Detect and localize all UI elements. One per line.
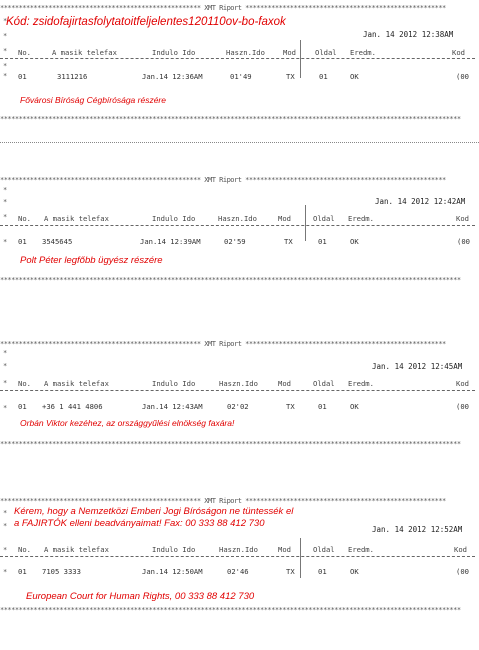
col-result: Eredm. [348, 379, 374, 388]
header-rule [0, 225, 475, 226]
col-number: A masik telefax [44, 545, 109, 554]
row-pages: 01 [318, 237, 327, 246]
star-banner: ****************************************************** XMT Riport ****************************************************** [0, 340, 446, 348]
col-mode: Mod [278, 214, 291, 223]
report-date: Jan. 14 2012 12:45AM [372, 362, 463, 371]
col-no: No. [18, 214, 31, 223]
col-mode: Mod [278, 545, 291, 554]
row-code: (00 [457, 237, 470, 246]
col-result: Eredm. [348, 545, 374, 554]
row-pages: 01 [319, 72, 328, 81]
col-no: No. [18, 545, 31, 554]
row-no: 01 [18, 72, 27, 81]
row-code: (00 [456, 72, 469, 81]
row-code: (00 [456, 567, 469, 576]
col-number: A masik telefax [52, 48, 117, 57]
col-no: No. [18, 379, 31, 388]
col-code: Kod [452, 48, 465, 57]
star-footer: **************************************************************************************************************************** [0, 276, 461, 284]
row-no: 01 [18, 402, 27, 411]
col-start: Indulo Ido [152, 545, 196, 554]
star-footer: **************************************************************************************************************************** [0, 115, 461, 123]
star-banner: ****************************************************** XMT Riport ****************************************************** [0, 4, 446, 12]
col-number: A masik telefax [44, 379, 109, 388]
row-usage: 01'49 [230, 72, 252, 81]
row-result: OK [350, 72, 359, 81]
row-no: 01 [18, 237, 27, 246]
row-number: +36 1 441 4806 [42, 402, 103, 411]
col-pages: Oldal [315, 48, 337, 57]
star-banner: ****************************************************** XMT Riport ****************************************************** [0, 497, 446, 505]
row-pages: 01 [318, 402, 327, 411]
col-result: Eredm. [350, 48, 376, 57]
col-pages: Oldal [313, 545, 335, 554]
row-result: OK [350, 567, 359, 576]
report-date: Jan. 14 2012 12:42AM [375, 197, 466, 206]
row-start: Jan.14 12:39AM [140, 237, 201, 246]
col-start: Indulo Ido [152, 214, 196, 223]
col-usage: Haszn.Ido [219, 379, 258, 388]
star-banner: ****************************************************** XMT Riport ****************************************************** [0, 176, 446, 184]
handwritten-note: Fővárosi Bíróság Cégbírósága részére [20, 95, 166, 105]
header-rule [0, 556, 475, 557]
row-result: OK [350, 402, 359, 411]
row-usage: 02'59 [224, 237, 246, 246]
page-separator [0, 142, 479, 143]
handwritten-note-line1: Kérem, hogy a Nemzetközi Emberi Jogi Bíróságon ne tüntessék el [14, 506, 294, 517]
row-number: 3545645 [42, 237, 73, 246]
row-no: 01 [18, 567, 27, 576]
row-mode: TX [286, 72, 295, 81]
col-mode: Mod [283, 48, 296, 57]
header-rule [0, 390, 475, 391]
col-usage: Haszn.Ido [219, 545, 258, 554]
report-date: Jan. 14 2012 12:52AM [372, 525, 463, 534]
row-number: 7105 3333 [42, 567, 81, 576]
col-pages: Oldal [313, 214, 335, 223]
star-footer: **************************************************************************************************************************** [0, 440, 461, 448]
handwritten-note: Polt Péter legfőbb ügyész részére [20, 255, 163, 266]
row-code: (00 [456, 402, 469, 411]
row-mode: TX [284, 237, 293, 246]
col-code: Kod [454, 545, 467, 554]
col-usage: Haszn.Ido [226, 48, 265, 57]
row-start: Jan.14 12:50AM [142, 567, 203, 576]
col-start: Indulo Ido [152, 48, 196, 57]
header-rule [0, 58, 475, 59]
handwritten-note-line3: European Court for Human Rights, 00 333 88 412 730 [26, 591, 255, 602]
report-date: Jan. 14 2012 12:38AM [363, 30, 454, 39]
col-code: Kod [456, 214, 469, 223]
col-code: Kod [456, 379, 469, 388]
row-number: 3111216 [57, 72, 88, 81]
col-result: Eredm. [348, 214, 374, 223]
row-mode: TX [286, 567, 295, 576]
col-usage: Haszn.Ido [218, 214, 257, 223]
col-start: Indulo Ido [152, 379, 196, 388]
handwritten-note-line2: a FAJIRTÓK elleni beadványaimat! Fax: 00 333 88 412 730 [14, 518, 265, 529]
row-usage: 02'02 [227, 402, 249, 411]
row-usage: 02'46 [227, 567, 249, 576]
row-start: Jan.14 12:43AM [142, 402, 203, 411]
col-number: A masik telefax [44, 214, 109, 223]
col-pages: Oldal [313, 379, 335, 388]
handwritten-note: Orbán Viktor kezéhez, az országgyűlési elnökség faxára! [20, 418, 235, 428]
col-no: No. [18, 48, 31, 57]
headline-code: Kód: zsidofajirtasfolytatoitfeljelentes120110ov-bo-faxok [6, 16, 286, 28]
row-result: OK [350, 237, 359, 246]
col-mode: Mod [278, 379, 291, 388]
row-start: Jan.14 12:36AM [142, 72, 203, 81]
star-footer: **************************************************************************************************************************** [0, 606, 461, 614]
row-pages: 01 [318, 567, 327, 576]
row-mode: TX [286, 402, 295, 411]
